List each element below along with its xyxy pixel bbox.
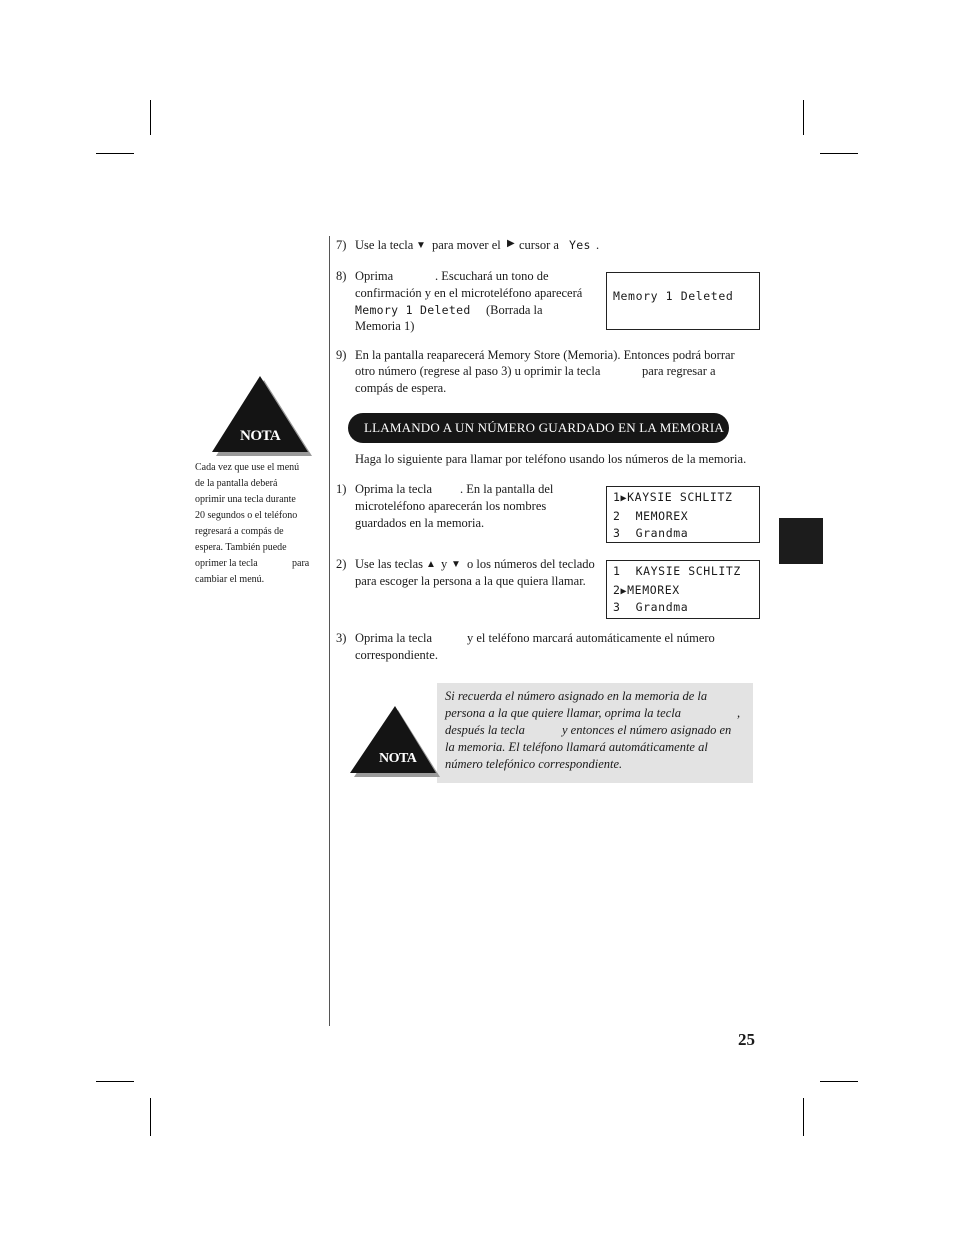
step-text: Oprima la tecla (355, 631, 433, 645)
lcd-row-number: 1 (613, 490, 621, 504)
note-line (445, 722, 751, 739)
step-text: . Escuchará un tono de (435, 269, 549, 283)
step-text: compás de espera. (355, 381, 447, 395)
lcd-display-list-1 (606, 486, 760, 543)
crop-mark (803, 100, 804, 135)
crop-mark (150, 1098, 151, 1136)
step-text: . (596, 238, 600, 252)
lcd-row-number: 3 (613, 600, 621, 614)
step-number: 8) (336, 269, 347, 283)
step-text: para regresar a (642, 364, 716, 378)
side-note-line: Cada vez que use el menú (195, 462, 300, 473)
lcd-row-number: 1 (613, 564, 621, 578)
right-triangle-icon: ▶ (620, 586, 628, 597)
step-text: guardados en la memoria. (355, 516, 485, 530)
down-triangle-icon: ▼ (451, 559, 461, 570)
side-note-line: oprimir una tecla durante (195, 494, 296, 505)
step-text: y el teléfono marcará automáticamente el número (467, 631, 715, 645)
crop-mark (96, 153, 134, 154)
step-text: (Borrada la (486, 303, 543, 317)
lcd-row (607, 488, 759, 507)
step-text: correspondiente. (355, 648, 438, 662)
up-triangle-icon: ▲ (426, 559, 436, 570)
lcd-row-name: KAYSIE SCHLITZ (635, 564, 741, 578)
lcd-row-name: MEMOREX (635, 509, 689, 523)
side-note-text: oprimer la tecla (195, 558, 258, 569)
side-note-line: 20 segundos o el teléfono (195, 510, 298, 521)
section-tab-marker (779, 518, 823, 564)
side-note-line: de la pantalla deberá (195, 478, 278, 489)
step-number: 2) (336, 557, 347, 571)
lcd-code: Yes (569, 238, 591, 252)
side-note (195, 460, 313, 588)
crop-mark (96, 1081, 134, 1082)
lcd-row-name: Grandma (635, 600, 689, 614)
step-number: 9) (336, 348, 347, 362)
step-text: cursor a (519, 238, 559, 252)
step-text: y (441, 557, 448, 571)
step-text: En la pantalla reaparecerá Memory Store (Memoria). Entonces podrá borrar (355, 348, 735, 362)
crop-mark (820, 153, 858, 154)
note-line (445, 705, 751, 722)
lcd-row (607, 526, 759, 540)
step-text: Use la tecla (355, 238, 414, 252)
lcd-row (607, 562, 759, 581)
note-text-part: persona a la que quiere llamar, oprima la tecla (445, 706, 681, 720)
step-text: Oprima la tecla (355, 482, 433, 496)
step-number: 7) (336, 238, 347, 252)
lcd-row (607, 507, 759, 526)
step-text: para mover el (432, 238, 501, 252)
warning-triangle-icon (346, 703, 442, 779)
step-text: microteléfono aparecerán los nombres (355, 499, 547, 513)
lcd-row-name: MEMOREX (627, 583, 680, 597)
lcd-display-list-2 (606, 560, 760, 619)
column-divider (329, 236, 330, 1026)
note-line: número telefónico correspondiente. (445, 757, 623, 771)
lcd-row-name: KAYSIE SCHLITZ (627, 490, 733, 504)
note-text-part: , (737, 706, 741, 720)
down-triangle-icon: ▼ (416, 240, 426, 251)
note-line: la memoria. El teléfono llamará automáticamente al (445, 740, 708, 754)
step-text: para escoger la persona a la que quiera llamar. (355, 574, 586, 588)
right-triangle-icon: ▶ (507, 238, 515, 249)
lcd-row (607, 600, 759, 614)
step-text: otro número (regrese al paso 3) u oprimir la tecla (355, 364, 601, 378)
note-text-part: y entonces el número asignado en (562, 723, 732, 737)
side-note-text: para (292, 558, 310, 569)
side-note-line: cambiar el menú. (195, 574, 265, 585)
lcd-row-number: 3 (613, 526, 621, 540)
warning-triangle-icon (206, 372, 314, 458)
note-text-part: después la tecla (445, 723, 525, 737)
lcd-row-number: 2 (613, 509, 621, 523)
step-text: confirmación y en el microteléfono aparecerá (355, 286, 583, 300)
crop-mark (820, 1081, 858, 1082)
lcd-row-name: Grandma (635, 526, 689, 540)
intro-text: Haga lo siguiente para llamar por teléfono usando los números de la memoria. (355, 452, 747, 466)
step-text: . En la pantalla del (460, 482, 554, 496)
page-number: 25 (738, 1030, 755, 1049)
nota-label: NOTA (240, 428, 281, 444)
lcd-row-number: 2 (613, 583, 621, 597)
step-text: Memoria 1) (355, 319, 415, 333)
note-line: Si recuerda el número asignado en la memoria de la (445, 689, 708, 703)
crop-mark (150, 100, 151, 135)
section-heading: LLAMANDO A UN NÚMERO GUARDADO EN LA MEMORIA (348, 413, 729, 443)
lcd-line: Memory 1 Deleted (613, 289, 734, 303)
step-number: 1) (336, 482, 347, 496)
side-note-line (195, 556, 313, 572)
crop-mark (803, 1098, 804, 1136)
step-text: o los números del teclado (467, 557, 595, 571)
nota-label: NOTA (379, 751, 417, 766)
note-text (445, 688, 751, 773)
side-note-line: regresará a compás de (195, 526, 284, 537)
side-note-line: espera. También puede (195, 542, 287, 553)
lcd-row (607, 581, 759, 600)
step-text: Oprima (355, 269, 394, 283)
step-number: 3) (336, 631, 347, 645)
right-triangle-icon: ▶ (620, 493, 628, 504)
step-text: Use las teclas (355, 557, 424, 571)
lcd-code: Memory 1 Deleted (355, 303, 471, 317)
lcd-display-deleted (606, 272, 760, 330)
